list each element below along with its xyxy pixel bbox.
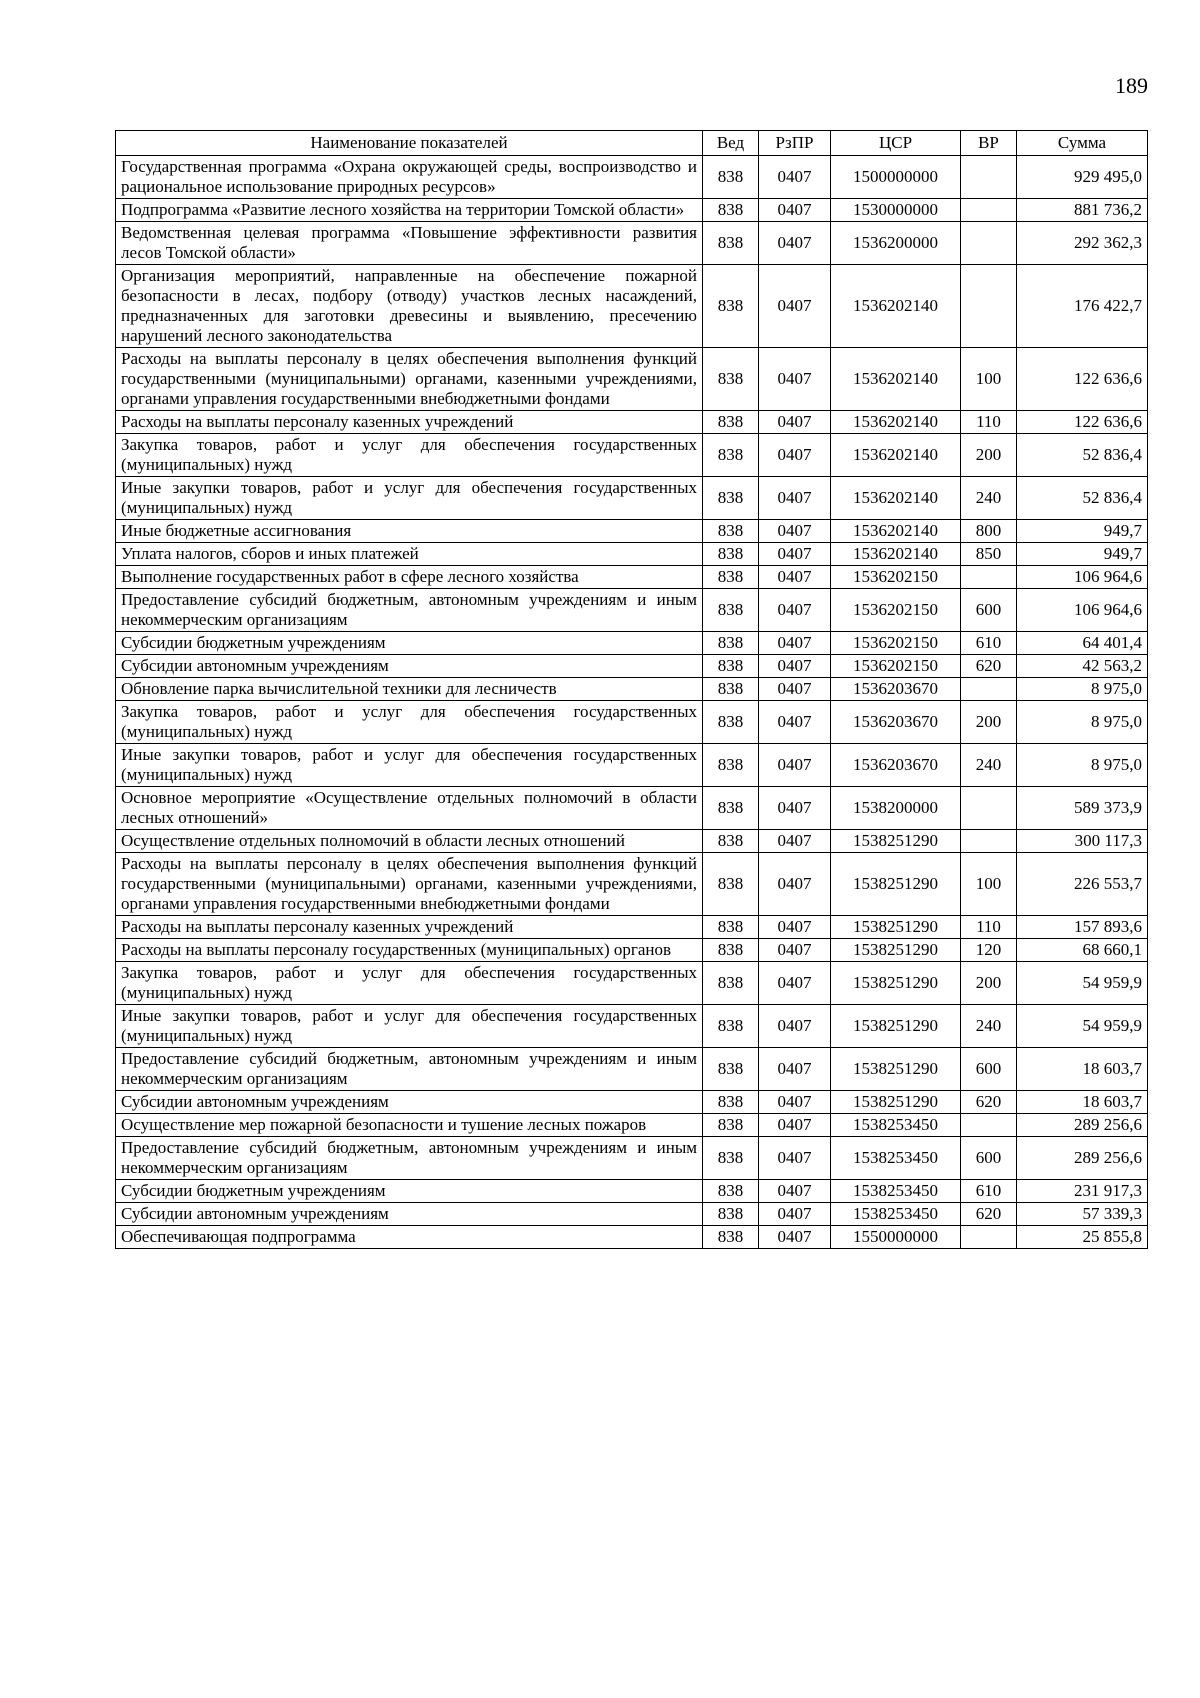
cell-vr: 120 — [961, 939, 1017, 962]
cell-name: Субсидии автономным учреждениям — [116, 1203, 703, 1226]
cell-sum: 122 636,6 — [1017, 348, 1148, 411]
cell-ved: 838 — [703, 853, 759, 916]
cell-vr — [961, 1226, 1017, 1249]
cell-rzpr: 0407 — [759, 1048, 831, 1091]
cell-sum: 42 563,2 — [1017, 655, 1148, 678]
cell-sum: 25 855,8 — [1017, 1226, 1148, 1249]
cell-csr: 1538200000 — [831, 787, 961, 830]
cell-rzpr: 0407 — [759, 1226, 831, 1249]
cell-rzpr: 0407 — [759, 434, 831, 477]
cell-vr: 600 — [961, 1137, 1017, 1180]
cell-name: Осуществление отдельных полномочий в области лесных отношений — [116, 830, 703, 853]
cell-csr: 1538253450 — [831, 1114, 961, 1137]
table-row — [116, 434, 1148, 477]
table-row — [116, 632, 1148, 655]
table-row — [116, 520, 1148, 543]
cell-name: Основное мероприятие «Осуществление отдельных полномочий в области лесных отношений» — [116, 787, 703, 830]
cell-sum: 157 893,6 — [1017, 916, 1148, 939]
cell-vr: 610 — [961, 1180, 1017, 1203]
cell-vr: 620 — [961, 655, 1017, 678]
cell-csr: 1536202150 — [831, 566, 961, 589]
cell-ved: 838 — [703, 566, 759, 589]
cell-vr: 800 — [961, 520, 1017, 543]
cell-csr: 1536203670 — [831, 678, 961, 701]
cell-sum: 292 362,3 — [1017, 222, 1148, 265]
cell-sum: 8 975,0 — [1017, 701, 1148, 744]
page-number: 189 — [1115, 73, 1148, 98]
cell-rzpr: 0407 — [759, 199, 831, 222]
table-row — [116, 543, 1148, 566]
cell-name: Выполнение государственных работ в сфере лесного хозяйства — [116, 566, 703, 589]
cell-ved: 838 — [703, 348, 759, 411]
cell-ved: 838 — [703, 265, 759, 348]
header-csr: ЦСР — [831, 131, 961, 156]
cell-ved: 838 — [703, 199, 759, 222]
cell-sum: 64 401,4 — [1017, 632, 1148, 655]
cell-vr: 100 — [961, 348, 1017, 411]
cell-csr: 1536202140 — [831, 411, 961, 434]
cell-ved: 838 — [703, 1180, 759, 1203]
cell-vr — [961, 830, 1017, 853]
cell-rzpr: 0407 — [759, 1137, 831, 1180]
cell-sum: 52 836,4 — [1017, 434, 1148, 477]
cell-sum: 122 636,6 — [1017, 411, 1148, 434]
cell-vr: 110 — [961, 916, 1017, 939]
cell-vr: 240 — [961, 477, 1017, 520]
cell-sum: 231 917,3 — [1017, 1180, 1148, 1203]
cell-vr: 240 — [961, 744, 1017, 787]
cell-csr: 1536202140 — [831, 477, 961, 520]
cell-ved: 838 — [703, 830, 759, 853]
header-rzpr: РзПР — [759, 131, 831, 156]
cell-rzpr: 0407 — [759, 1203, 831, 1226]
table-row — [116, 962, 1148, 1005]
cell-csr: 1536202140 — [831, 265, 961, 348]
cell-ved: 838 — [703, 156, 759, 199]
cell-ved: 838 — [703, 477, 759, 520]
cell-rzpr: 0407 — [759, 411, 831, 434]
table-row — [116, 566, 1148, 589]
cell-name: Иные закупки товаров, работ и услуг для обеспечения государственных (муниципальных) нужд — [116, 744, 703, 787]
table-row — [116, 1180, 1148, 1203]
header-vr: ВР — [961, 131, 1017, 156]
cell-sum: 18 603,7 — [1017, 1091, 1148, 1114]
cell-vr: 620 — [961, 1091, 1017, 1114]
cell-name: Предоставление субсидий бюджетным, автономным учреждениям и иным некоммерческим организациям — [116, 589, 703, 632]
cell-csr: 1538251290 — [831, 1048, 961, 1091]
budget-table — [115, 130, 1148, 1249]
cell-sum: 589 373,9 — [1017, 787, 1148, 830]
cell-ved: 838 — [703, 543, 759, 566]
cell-rzpr: 0407 — [759, 830, 831, 853]
cell-sum: 106 964,6 — [1017, 566, 1148, 589]
cell-sum: 54 959,9 — [1017, 1005, 1148, 1048]
cell-rzpr: 0407 — [759, 589, 831, 632]
cell-rzpr: 0407 — [759, 222, 831, 265]
cell-csr: 1538253450 — [831, 1203, 961, 1226]
cell-csr: 1538251290 — [831, 916, 961, 939]
cell-vr: 850 — [961, 543, 1017, 566]
cell-ved: 838 — [703, 787, 759, 830]
cell-rzpr: 0407 — [759, 939, 831, 962]
cell-rzpr: 0407 — [759, 1091, 831, 1114]
cell-vr: 110 — [961, 411, 1017, 434]
cell-csr: 1536202140 — [831, 434, 961, 477]
table-row — [116, 678, 1148, 701]
cell-name: Закупка товаров, работ и услуг для обеспечения государственных (муниципальных) нужд — [116, 434, 703, 477]
cell-csr: 1536203670 — [831, 701, 961, 744]
cell-ved: 838 — [703, 916, 759, 939]
cell-csr: 1538251290 — [831, 939, 961, 962]
cell-sum: 226 553,7 — [1017, 853, 1148, 916]
table-body — [116, 156, 1148, 1249]
cell-vr: 600 — [961, 589, 1017, 632]
cell-name: Обеспечивающая подпрограмма — [116, 1226, 703, 1249]
cell-rzpr: 0407 — [759, 156, 831, 199]
cell-ved: 838 — [703, 962, 759, 1005]
cell-ved: 838 — [703, 1091, 759, 1114]
cell-csr: 1536202140 — [831, 543, 961, 566]
table-row — [116, 1226, 1148, 1249]
cell-sum: 8 975,0 — [1017, 744, 1148, 787]
cell-name: Осуществление мер пожарной безопасности и тушение лесных пожаров — [116, 1114, 703, 1137]
cell-name: Уплата налогов, сборов и иных платежей — [116, 543, 703, 566]
cell-sum: 289 256,6 — [1017, 1137, 1148, 1180]
cell-name: Расходы на выплаты персоналу казенных учреждений — [116, 411, 703, 434]
cell-vr — [961, 156, 1017, 199]
cell-sum: 52 836,4 — [1017, 477, 1148, 520]
cell-sum: 57 339,3 — [1017, 1203, 1148, 1226]
cell-vr — [961, 1114, 1017, 1137]
cell-sum: 949,7 — [1017, 520, 1148, 543]
cell-name: Субсидии бюджетным учреждениям — [116, 1180, 703, 1203]
cell-name: Субсидии автономным учреждениям — [116, 655, 703, 678]
cell-rzpr: 0407 — [759, 348, 831, 411]
cell-rzpr: 0407 — [759, 787, 831, 830]
cell-ved: 838 — [703, 411, 759, 434]
cell-name: Государственная программа «Охрана окружающей среды, воспроизводство и рациональное использование природных ресурсов» — [116, 156, 703, 199]
cell-csr: 1500000000 — [831, 156, 961, 199]
cell-name: Предоставление субсидий бюджетным, автономным учреждениям и иным некоммерческим организациям — [116, 1048, 703, 1091]
table-row — [116, 1048, 1148, 1091]
cell-vr: 610 — [961, 632, 1017, 655]
cell-csr: 1538251290 — [831, 1005, 961, 1048]
cell-ved: 838 — [703, 1203, 759, 1226]
cell-csr: 1538251290 — [831, 830, 961, 853]
cell-rzpr: 0407 — [759, 566, 831, 589]
header-name: Наименование показателей — [116, 131, 703, 156]
cell-ved: 838 — [703, 520, 759, 543]
cell-sum: 8 975,0 — [1017, 678, 1148, 701]
cell-sum: 18 603,7 — [1017, 1048, 1148, 1091]
cell-name: Иные бюджетные ассигнования — [116, 520, 703, 543]
cell-name: Подпрограмма «Развитие лесного хозяйства на территории Томской области» — [116, 199, 703, 222]
cell-rzpr: 0407 — [759, 916, 831, 939]
cell-csr: 1536202140 — [831, 520, 961, 543]
cell-sum: 68 660,1 — [1017, 939, 1148, 962]
cell-vr — [961, 265, 1017, 348]
header-ved: Вед — [703, 131, 759, 156]
cell-name: Обновление парка вычислительной техники для лесничеств — [116, 678, 703, 701]
cell-vr — [961, 199, 1017, 222]
cell-csr: 1538253450 — [831, 1180, 961, 1203]
table-header-row — [116, 131, 1148, 156]
cell-rzpr: 0407 — [759, 1180, 831, 1203]
cell-csr: 1536202150 — [831, 655, 961, 678]
cell-ved: 838 — [703, 1005, 759, 1048]
cell-csr: 1536202150 — [831, 632, 961, 655]
table-row — [116, 701, 1148, 744]
cell-csr: 1538251290 — [831, 1091, 961, 1114]
cell-name: Ведомственная целевая программа «Повышение эффективности развития лесов Томской области» — [116, 222, 703, 265]
cell-csr: 1538251290 — [831, 962, 961, 1005]
cell-rzpr: 0407 — [759, 543, 831, 566]
cell-csr: 1536202150 — [831, 589, 961, 632]
cell-ved: 838 — [703, 939, 759, 962]
cell-csr: 1538253450 — [831, 1137, 961, 1180]
cell-name: Закупка товаров, работ и услуг для обеспечения государственных (муниципальных) нужд — [116, 962, 703, 1005]
cell-vr: 200 — [961, 701, 1017, 744]
cell-name: Предоставление субсидий бюджетным, автономным учреждениям и иным некоммерческим организациям — [116, 1137, 703, 1180]
cell-vr — [961, 678, 1017, 701]
cell-ved: 838 — [703, 222, 759, 265]
cell-rzpr: 0407 — [759, 1114, 831, 1137]
cell-vr: 240 — [961, 1005, 1017, 1048]
table-row — [116, 477, 1148, 520]
table-row — [116, 1005, 1148, 1048]
cell-name: Иные закупки товаров, работ и услуг для обеспечения государственных (муниципальных) нужд — [116, 1005, 703, 1048]
cell-rzpr: 0407 — [759, 744, 831, 787]
cell-ved: 838 — [703, 589, 759, 632]
table-row — [116, 222, 1148, 265]
cell-csr: 1536203670 — [831, 744, 961, 787]
table-row — [116, 1203, 1148, 1226]
cell-csr: 1536202140 — [831, 348, 961, 411]
cell-ved: 838 — [703, 632, 759, 655]
cell-rzpr: 0407 — [759, 678, 831, 701]
table-row — [116, 655, 1148, 678]
cell-rzpr: 0407 — [759, 655, 831, 678]
cell-rzpr: 0407 — [759, 477, 831, 520]
cell-rzpr: 0407 — [759, 520, 831, 543]
table-row — [116, 156, 1148, 199]
cell-rzpr: 0407 — [759, 265, 831, 348]
cell-vr — [961, 787, 1017, 830]
cell-rzpr: 0407 — [759, 853, 831, 916]
header-sum: Сумма — [1017, 131, 1148, 156]
cell-sum: 54 959,9 — [1017, 962, 1148, 1005]
cell-name: Организация мероприятий, направленные на обеспечение пожарной безопасности в лесах, подбору (отводу) участков лесных насаждений, предназначенных для заготовки древесины и выявлению, пресечению нарушений лесного законодательства — [116, 265, 703, 348]
cell-name: Расходы на выплаты персоналу в целях обеспечения выполнения функций государственными (муниципальными) органами, казенными учреждениями, органами управления государственными внебюджетными фондами — [116, 348, 703, 411]
cell-ved: 838 — [703, 655, 759, 678]
cell-csr: 1536200000 — [831, 222, 961, 265]
cell-sum: 881 736,2 — [1017, 199, 1148, 222]
cell-vr — [961, 222, 1017, 265]
cell-name: Расходы на выплаты персоналу государственных (муниципальных) органов — [116, 939, 703, 962]
cell-vr: 200 — [961, 962, 1017, 1005]
cell-vr: 100 — [961, 853, 1017, 916]
table-row — [116, 1091, 1148, 1114]
cell-csr: 1530000000 — [831, 199, 961, 222]
table-row — [116, 916, 1148, 939]
table-row — [116, 348, 1148, 411]
table-row — [116, 1114, 1148, 1137]
cell-rzpr: 0407 — [759, 1005, 831, 1048]
cell-ved: 838 — [703, 701, 759, 744]
table-row — [116, 939, 1148, 962]
cell-vr: 620 — [961, 1203, 1017, 1226]
cell-sum: 289 256,6 — [1017, 1114, 1148, 1137]
table-row — [116, 589, 1148, 632]
cell-rzpr: 0407 — [759, 632, 831, 655]
cell-ved: 838 — [703, 434, 759, 477]
cell-csr: 1538251290 — [831, 853, 961, 916]
cell-name: Закупка товаров, работ и услуг для обеспечения государственных (муниципальных) нужд — [116, 701, 703, 744]
cell-vr: 600 — [961, 1048, 1017, 1091]
cell-vr: 200 — [961, 434, 1017, 477]
table-row — [116, 787, 1148, 830]
table-row — [116, 744, 1148, 787]
cell-sum: 106 964,6 — [1017, 589, 1148, 632]
table-row — [116, 199, 1148, 222]
cell-rzpr: 0407 — [759, 962, 831, 1005]
cell-sum: 929 495,0 — [1017, 156, 1148, 199]
cell-ved: 838 — [703, 744, 759, 787]
cell-name: Субсидии автономным учреждениям — [116, 1091, 703, 1114]
cell-sum: 300 117,3 — [1017, 830, 1148, 853]
cell-csr: 1550000000 — [831, 1226, 961, 1249]
cell-vr — [961, 566, 1017, 589]
cell-ved: 838 — [703, 1048, 759, 1091]
table-row — [116, 265, 1148, 348]
cell-name: Иные закупки товаров, работ и услуг для обеспечения государственных (муниципальных) нужд — [116, 477, 703, 520]
table-row — [116, 1137, 1148, 1180]
cell-ved: 838 — [703, 1226, 759, 1249]
cell-sum: 176 422,7 — [1017, 265, 1148, 348]
cell-ved: 838 — [703, 1114, 759, 1137]
cell-rzpr: 0407 — [759, 701, 831, 744]
cell-sum: 949,7 — [1017, 543, 1148, 566]
cell-ved: 838 — [703, 1137, 759, 1180]
cell-name: Расходы на выплаты персоналу в целях обеспечения выполнения функций государственными (муниципальными) органами, казенными учреждениями, органами управления государственными внебюджетными фондами — [116, 853, 703, 916]
table-row — [116, 411, 1148, 434]
cell-name: Субсидии бюджетным учреждениям — [116, 632, 703, 655]
table-row — [116, 853, 1148, 916]
table-row — [116, 830, 1148, 853]
cell-name: Расходы на выплаты персоналу казенных учреждений — [116, 916, 703, 939]
cell-ved: 838 — [703, 678, 759, 701]
